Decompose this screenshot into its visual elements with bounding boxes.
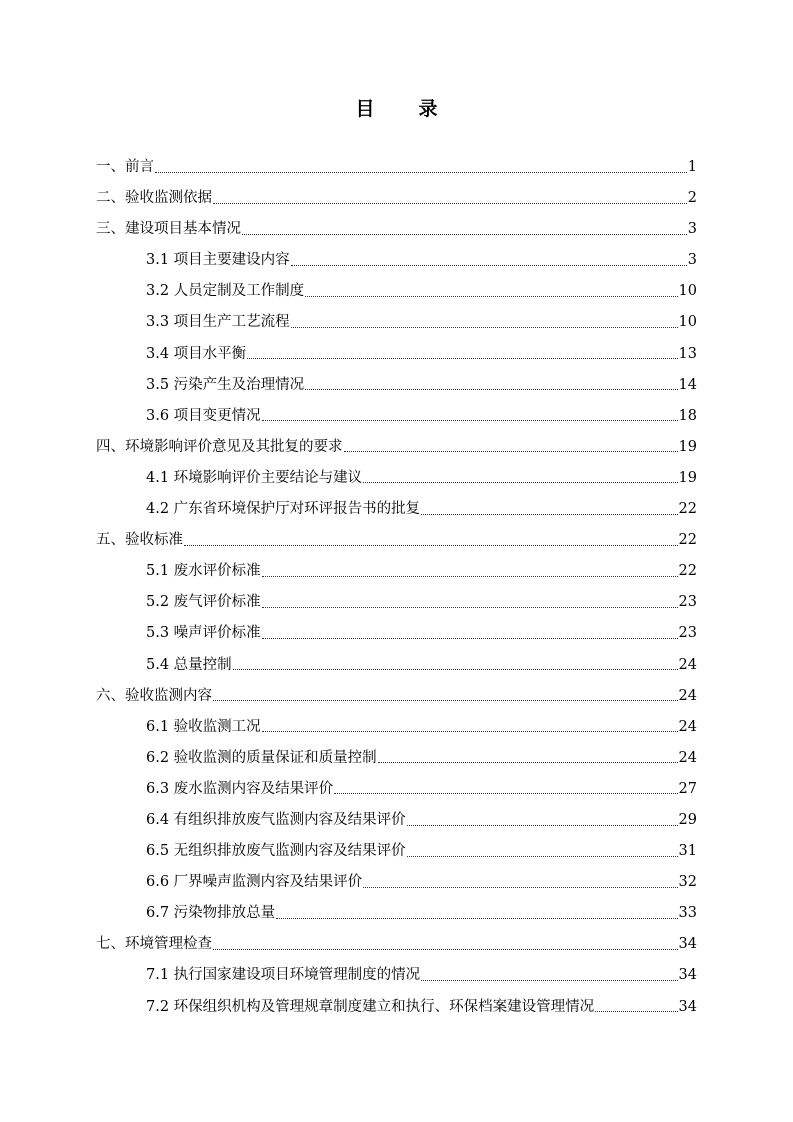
toc-entry-label: 4.1 环境影响评价主要结论与建议 xyxy=(146,469,363,486)
dot-leader xyxy=(262,565,678,579)
dot-leader xyxy=(233,658,678,672)
toc-entry-page-number: 22 xyxy=(678,532,697,549)
dot-leader xyxy=(262,720,678,734)
toc-entry-label: 5.3 噪声评价标准 xyxy=(146,625,261,642)
dot-leader xyxy=(213,689,678,703)
toc-entry-page-number: 34 xyxy=(678,998,697,1015)
toc-entry-label: 6.3 废水监测内容及结果评价 xyxy=(146,780,334,797)
toc-subsection-entry[interactable] xyxy=(96,370,697,401)
toc-entry-page-number: 27 xyxy=(678,780,697,797)
dot-leader xyxy=(262,627,678,641)
dot-leader xyxy=(344,440,678,454)
toc-subsection-entry[interactable] xyxy=(96,805,697,836)
toc-entry-label: 3.5 污染产生及治理情况 xyxy=(146,376,305,393)
toc-entry-page-number: 29 xyxy=(678,811,697,828)
toc-entry-page-number: 24 xyxy=(678,687,697,704)
toc-entry-label: 三、建设项目基本情况 xyxy=(96,221,241,238)
toc-entry-label: 3.3 项目生产工艺流程 xyxy=(146,314,290,331)
toc-subsection-entry[interactable] xyxy=(96,992,697,1023)
toc-entry-page-number: 23 xyxy=(678,594,697,611)
toc-title-char-2: 录 xyxy=(418,98,438,120)
dot-leader xyxy=(247,347,677,361)
toc-entry-label: 6.4 有组织排放废气监测内容及结果评价 xyxy=(146,811,406,828)
toc-subsection-entry[interactable] xyxy=(96,960,697,991)
toc-entry-page-number: 3 xyxy=(687,252,697,269)
toc-subsection-entry[interactable] xyxy=(96,836,697,867)
toc-entry-label: 7.2 环保组织机构及管理规章制度建立和执行、环保档案建设管理情况 xyxy=(146,998,595,1015)
toc-entry-label: 五、验收标准 xyxy=(96,532,183,549)
dot-leader xyxy=(334,782,677,796)
dot-leader xyxy=(595,1000,677,1014)
dot-leader xyxy=(262,596,678,610)
dot-leader xyxy=(184,534,678,548)
dot-leader xyxy=(421,969,677,983)
toc-entry-page-number: 19 xyxy=(678,438,697,455)
toc-entry-page-number: 31 xyxy=(678,843,697,860)
toc-subsection-entry[interactable] xyxy=(96,774,697,805)
toc-entry-label: 6.2 验收监测的质量保证和质量控制 xyxy=(146,749,377,766)
toc-entry-label: 四、环境影响评价意见及其批复的要求 xyxy=(96,438,343,455)
dot-leader xyxy=(262,409,678,423)
toc-entry-label: 3.2 人员定制及工作制度 xyxy=(146,283,305,300)
toc-entry-label: 7.1 执行国家建设项目环境管理制度的情况 xyxy=(146,967,421,984)
toc-entry-label: 一、前言 xyxy=(96,159,154,175)
toc-entry-label: 二、验收监测依据 xyxy=(96,190,212,207)
toc-entry-label: 4.2 广东省环境保护厅对环评报告书的批复 xyxy=(146,501,421,518)
toc-entry-page-number: 23 xyxy=(678,625,697,642)
dot-leader xyxy=(305,285,677,299)
dot-leader xyxy=(407,814,678,828)
dot-leader xyxy=(155,161,687,175)
toc-subsection-entry[interactable] xyxy=(96,618,697,649)
dot-leader xyxy=(291,254,687,268)
toc-entry-page-number: 24 xyxy=(678,749,697,766)
dot-leader xyxy=(378,751,678,765)
dot-leader xyxy=(242,223,687,237)
toc-title xyxy=(0,94,793,121)
dot-leader xyxy=(363,876,677,890)
toc-section-entry[interactable] xyxy=(96,152,697,183)
toc-entry-label: 3.6 项目变更情况 xyxy=(146,407,261,424)
toc-subsection-entry[interactable] xyxy=(96,743,697,774)
toc-entry-label: 6.1 验收监测工况 xyxy=(146,718,261,735)
toc-section-entry[interactable] xyxy=(96,929,697,960)
toc-entry-label: 6.6 厂界噪声监测内容及结果评价 xyxy=(146,874,363,891)
dot-leader xyxy=(276,907,677,921)
toc-subsection-entry[interactable] xyxy=(96,494,697,525)
toc-subsection-entry[interactable] xyxy=(96,712,697,743)
toc-entry-page-number: 22 xyxy=(678,563,697,580)
toc-subsection-entry[interactable] xyxy=(96,650,697,681)
toc-subsection-entry[interactable] xyxy=(96,556,697,587)
toc-entry-label: 六、验收监测内容 xyxy=(96,687,212,704)
toc-entry-page-number: 19 xyxy=(678,469,697,486)
toc-subsection-entry[interactable] xyxy=(96,401,697,432)
toc-subsection-entry[interactable] xyxy=(96,276,697,307)
toc-subsection-entry[interactable] xyxy=(96,898,697,929)
toc-subsection-entry[interactable] xyxy=(96,245,697,276)
toc-entry-page-number: 24 xyxy=(678,718,697,735)
dot-leader xyxy=(305,378,677,392)
toc-subsection-entry[interactable] xyxy=(96,587,697,618)
toc-section-entry[interactable] xyxy=(96,432,697,463)
toc-entry-page-number: 33 xyxy=(678,905,697,922)
toc-section-entry[interactable] xyxy=(96,214,697,245)
dot-leader xyxy=(213,938,678,952)
toc-entry-label: 3.4 项目水平衡 xyxy=(146,345,247,362)
toc-entry-page-number: 18 xyxy=(678,407,697,424)
toc-entry-page-number: 10 xyxy=(678,314,697,331)
dot-leader xyxy=(363,471,677,485)
toc-entry-label: 3.1 项目主要建设内容 xyxy=(146,252,290,269)
toc-entry-label: 6.7 污染物排放总量 xyxy=(146,905,276,922)
toc-entry-page-number: 2 xyxy=(687,190,697,207)
toc-entry-page-number: 34 xyxy=(678,936,697,953)
toc-entry-page-number: 3 xyxy=(687,221,697,238)
toc-entry-page-number: 14 xyxy=(678,376,697,393)
toc-title-char-1: 目 xyxy=(355,98,375,120)
dot-leader xyxy=(407,845,678,859)
toc-entry-label: 5.2 废气评价标准 xyxy=(146,594,261,611)
toc-entry-page-number: 22 xyxy=(678,501,697,518)
toc-section-entry[interactable] xyxy=(96,681,697,712)
toc-subsection-entry[interactable] xyxy=(96,867,697,898)
toc-entry-label: 七、环境管理检查 xyxy=(96,936,212,953)
toc-entry-label: 5.1 废水评价标准 xyxy=(146,563,261,580)
toc-subsection-entry[interactable] xyxy=(96,463,697,494)
toc-entry-page-number: 10 xyxy=(678,283,697,300)
toc-entry-label: 5.4 总量控制 xyxy=(146,656,232,673)
toc-entry-page-number: 13 xyxy=(678,345,697,362)
toc-section-entry[interactable] xyxy=(96,183,697,214)
toc-subsection-entry[interactable] xyxy=(96,339,697,370)
dot-leader xyxy=(421,503,677,517)
dot-leader xyxy=(213,192,687,206)
table-of-contents xyxy=(96,152,697,1023)
toc-entry-page-number: 32 xyxy=(678,874,697,891)
dot-leader xyxy=(291,316,678,330)
toc-entry-label: 6.5 无组织排放废气监测内容及结果评价 xyxy=(146,843,406,860)
toc-entry-page-number: 34 xyxy=(678,967,697,984)
toc-entry-page-number: 24 xyxy=(678,656,697,673)
toc-entry-page-number: 1 xyxy=(687,159,697,175)
toc-subsection-entry[interactable] xyxy=(96,307,697,338)
toc-section-entry[interactable] xyxy=(96,525,697,556)
